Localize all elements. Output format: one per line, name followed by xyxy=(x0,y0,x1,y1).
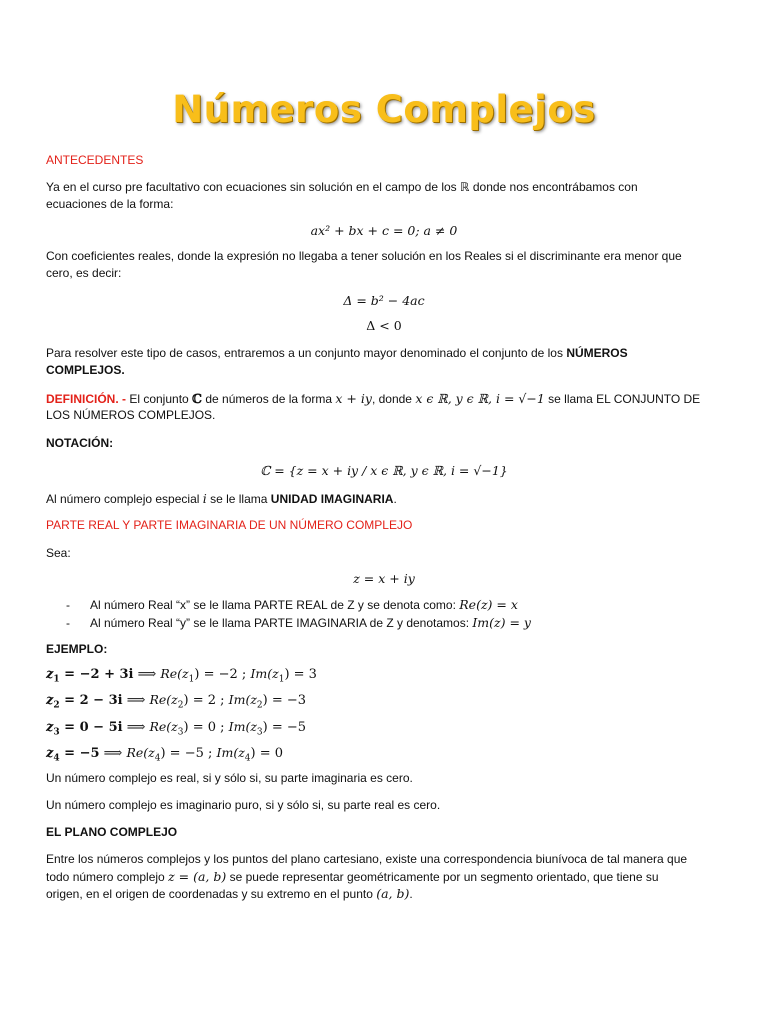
real-part: Re(z xyxy=(149,692,178,707)
equation-set-notation xyxy=(0,462,768,481)
text-run: origen, en el origen de coordenadas y su extremo en el punto xyxy=(46,887,377,901)
real-part: Re(z xyxy=(149,719,178,734)
paragraph-line xyxy=(46,490,397,508)
definition-line: LOS NÚMEROS COMPLEJOS. xyxy=(46,408,216,422)
imag-part: Im(z xyxy=(216,745,245,760)
text-run: todo número complejo xyxy=(46,870,169,884)
text-run: . xyxy=(393,492,397,506)
imag-part-value: ) = 3 xyxy=(284,667,317,682)
imag-part-subscript: 4 xyxy=(244,753,251,764)
inline-math: Im(z) = y xyxy=(472,615,531,630)
paragraph-line: Ya en el curso pre facultativo con ecuaciones sin solución en el campo de los ℝ donde nos encontrábamos con xyxy=(46,180,638,194)
equation-text: Δ = b² − 4ac xyxy=(343,293,425,308)
z-value: = 0 − 5i xyxy=(59,720,123,735)
real-part-value: ) = −5 xyxy=(160,746,204,761)
paragraph-line: COMPLEJOS. xyxy=(46,363,125,377)
implies-arrow: ⟹ xyxy=(122,693,150,708)
equation-text: Δ < 0 xyxy=(366,318,402,333)
equation-discriminant xyxy=(0,292,768,311)
z-subscript: 3 xyxy=(53,727,60,738)
section-heading-antecedentes: ANTECEDENTES xyxy=(46,153,144,167)
real-part-value: ) = 2 xyxy=(183,693,216,708)
example-row xyxy=(46,718,306,742)
text-run: , donde xyxy=(371,392,416,406)
paragraph-line: ecuaciones de la forma: xyxy=(46,197,174,211)
separator: ; xyxy=(216,693,229,708)
real-part-value: ) = 0 xyxy=(183,720,216,735)
text-run: se puede representar geométricamente por un segmento orientado, que tiene su xyxy=(226,870,659,884)
real-part-subscript: 2 xyxy=(177,700,184,711)
z-value: = 2 − 3i xyxy=(59,693,123,708)
z-value: = −2 + 3i xyxy=(59,667,134,682)
paragraph-line: Un número complejo es imaginario puro, si y sólo si, su parte real es cero. xyxy=(46,798,441,812)
section-heading-ejemplo: EJEMPLO: xyxy=(46,642,108,656)
inline-math: (a, b) xyxy=(376,886,410,901)
equation-z xyxy=(0,570,768,589)
bullet-dash: - xyxy=(66,598,70,612)
separator: ; xyxy=(237,667,251,682)
z-subscript: 4 xyxy=(53,753,60,764)
imag-part-value: ) = −5 xyxy=(262,720,307,735)
section-heading-notacion: NOTACIÓN: xyxy=(46,436,114,450)
list-item xyxy=(66,614,531,632)
real-part: Re(z xyxy=(160,666,189,681)
example-row xyxy=(46,665,317,689)
text-run: Al número complejo especial xyxy=(46,492,203,506)
z-subscript: 2 xyxy=(53,700,60,711)
z-symbol: z xyxy=(46,693,54,708)
imag-part-value: ) = 0 xyxy=(250,746,284,761)
implies-arrow: ⟹ xyxy=(133,667,161,682)
inline-math: i xyxy=(202,491,207,506)
imag-part: Im(z xyxy=(228,692,257,707)
text-run: Al número Real “y” se le llama PARTE IMAGINARIA de Z y denotamos: xyxy=(90,616,473,630)
paragraph-line xyxy=(46,345,628,362)
equation-quadratic xyxy=(0,222,768,241)
list-item xyxy=(66,596,518,614)
text-run: El conjunto xyxy=(126,392,193,406)
text-run: se le llama xyxy=(206,492,271,506)
equation-text: ℂ = {z = x + iy / x ϵ ℝ, y ϵ ℝ, i = √−1} xyxy=(260,463,508,478)
section-heading-parte: PARTE REAL Y PARTE IMAGINARIA DE UN NÚMERO COMPLEJO xyxy=(46,518,413,532)
text-run: se llama EL CONJUNTO DE xyxy=(544,392,701,406)
separator: ; xyxy=(216,720,229,735)
paragraph-line: Sea: xyxy=(46,546,71,560)
document-title: Números Complejos xyxy=(172,88,596,131)
equation-text: ax² + bx + c = 0; a ≠ 0 xyxy=(310,223,458,238)
z-symbol: z xyxy=(46,720,54,735)
definition-line xyxy=(46,390,700,408)
imag-part: Im(z xyxy=(250,666,279,681)
real-part-value: ) = −2 xyxy=(194,667,238,682)
bold-text: UNIDAD IMAGINARIA xyxy=(270,492,394,506)
example-row xyxy=(46,744,283,768)
text-run: de números de la forma xyxy=(202,392,336,406)
paragraph-line: cero, es decir: xyxy=(46,266,122,280)
inline-math: z = (a, b) xyxy=(168,869,227,884)
z-value: = −5 xyxy=(59,746,100,761)
inline-math: x + iy xyxy=(335,391,372,406)
section-heading-plano: EL PLANO COMPLEJO xyxy=(46,825,178,839)
z-symbol: z xyxy=(46,667,54,682)
imag-part-subscript: 1 xyxy=(278,674,285,685)
z-symbol: z xyxy=(46,746,54,761)
paragraph-line xyxy=(46,885,413,903)
example-row xyxy=(46,691,306,715)
text-run: . xyxy=(409,887,413,901)
bold-text: NÚMEROS xyxy=(566,346,628,360)
text-run: Para resolver este tipo de casos, entraremos a un conjunto mayor denominado el conjunto de los xyxy=(46,346,567,360)
z-subscript: 1 xyxy=(53,674,60,685)
real-part-subscript: 3 xyxy=(177,727,184,738)
equation-discriminant-negative xyxy=(0,317,768,336)
imag-part-subscript: 3 xyxy=(256,727,263,738)
implies-arrow: ⟹ xyxy=(99,746,127,761)
paragraph-line: Un número complejo es real, si y sólo si, su parte imaginaria es cero. xyxy=(46,771,413,785)
inline-math: Re(z) = x xyxy=(459,597,518,612)
paragraph-line xyxy=(46,868,724,886)
separator: ; xyxy=(203,746,217,761)
paragraph-line: Con coeficientes reales, donde la expresión no llegaba a tener solución en los Reales si el discriminante era menor que xyxy=(46,249,682,263)
paragraph-line: Entre los números complejos y los puntos del plano cartesiano, existe una correspondencia biunívoca de tal manera que xyxy=(46,852,688,866)
real-part: Re(z xyxy=(126,745,155,760)
real-part-subscript: 4 xyxy=(154,753,161,764)
imag-part-value: ) = −3 xyxy=(262,693,307,708)
definition-label: DEFINICIÓN. - xyxy=(46,392,126,406)
real-part-subscript: 1 xyxy=(188,674,195,685)
text-run: Al número Real “x” se le llama PARTE REAL de Z y se denota como: xyxy=(90,598,460,612)
bullet-dash: - xyxy=(66,616,70,630)
imag-part: Im(z xyxy=(228,719,257,734)
set-symbol: ℂ xyxy=(192,391,202,406)
imag-part-subscript: 2 xyxy=(256,700,263,711)
equation-text: z = x + iy xyxy=(353,571,415,586)
inline-math: x ϵ ℝ, y ϵ ℝ, i = √−1 xyxy=(415,391,545,406)
implies-arrow: ⟹ xyxy=(122,720,150,735)
